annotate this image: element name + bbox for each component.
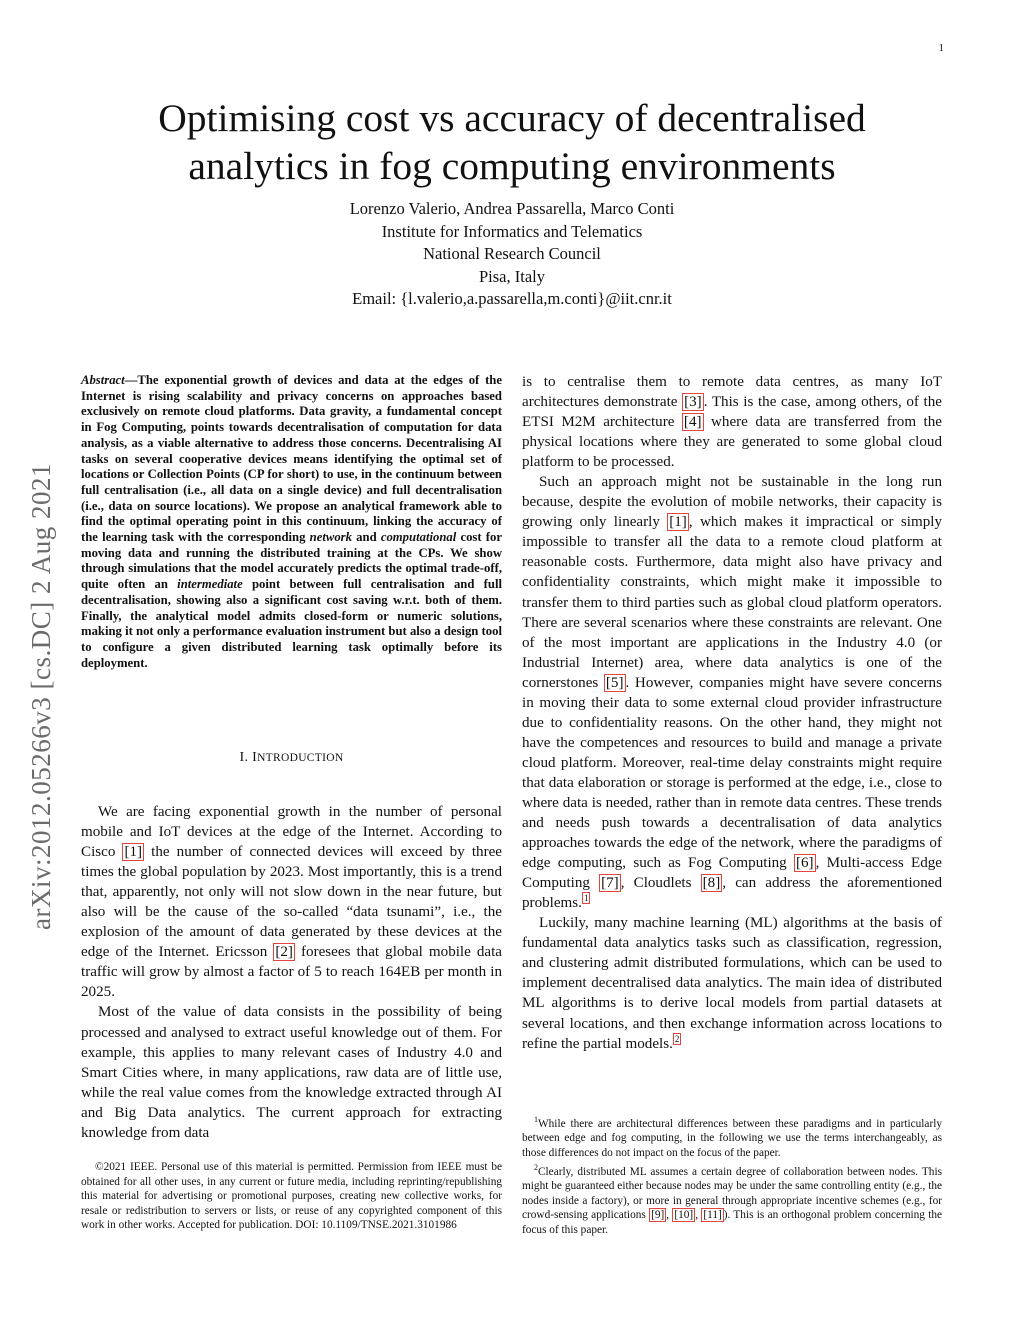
copyright-text: ©2021 IEEE. Personal use of this material is permitted. Permission from IEEE must be obtained for all other uses, in any current or future media, including reprinting/republishing this material for advertising or promotional purposes, creating new collective works, for resale or redistribution to servers or lists, or reuse of any copyrighted component of this work in other works. Accepted for publication. DOI: 10.1109/TNSE.2021.3101986 (81, 1161, 502, 1232)
abstract-label: Abstract (81, 373, 125, 387)
footnotes (522, 1113, 942, 1237)
paragraph-text: where data are transferred from the physical locations where they are generated to some global cloud platform to be processed. (522, 414, 942, 471)
author-location: Pisa, Italy (479, 266, 545, 286)
citation-link[interactable]: [2] (275, 944, 293, 961)
footnote-text: , (695, 1209, 702, 1222)
paragraph-text: foresees that global mobile data traffic will grow by almost a factor of 5 to reach 164EB per month in 2025. (81, 944, 502, 1001)
footnote-mark: 2 (534, 1162, 538, 1172)
author-names: Lorenzo Valerio, Andrea Passarella, Marco Conti (349, 199, 675, 218)
abstract-dash: — (124, 373, 138, 387)
abstract-text: point between full centralisation and full decentralisation, showing also a significant cost saving w.r.t. both of them. Finally, the analytical model admits closed-form or numeric solutions, making it not only a performance evaluation instrument but also a design tool to configure a given distributed learning task optimally before its deployment. (81, 577, 503, 670)
footnote-text: ). This is an orthogonal problem concerning the focus of this paper. (522, 1209, 943, 1236)
paragraph (522, 913, 942, 1053)
citation-link[interactable]: [8] (702, 875, 721, 892)
citation-link[interactable]: [6] (795, 855, 814, 872)
section-first-letter: I (252, 750, 258, 765)
author-email[interactable]: Email: {l.valerio,a.passarella,m.conti}@iit.cnr.it (352, 289, 672, 308)
citation-link[interactable]: [5] (605, 674, 624, 691)
abstract-emphasis: network (309, 530, 352, 545)
citation-link[interactable]: [4] (683, 414, 702, 431)
arxiv-identifier[interactable]: arXiv:2012.05266v3 [cs.DC] 2 Aug 2021 (26, 463, 56, 930)
copyright-notice (81, 1160, 502, 1233)
section-title-rest: NTRODUCTION (257, 752, 344, 764)
paragraph-text: . However, companies might have severe concerns in moving their data to some external cloud provider infrastructure due to confidentiality reasons. On the other hand, they might not have the competences and resources to build and manage a private cloud platform. Moreover, real-time delay constraints might require that data elaboration or storage is performed at the edge, i.e., close to where data is needed, rather than in remote data centres. These trends and needs push towards a decentralisation of data analytics approaches towards the edge of the network, where the paradigms of edge computing, such as Fog Computing (522, 674, 942, 872)
paragraph-text: , Multi-access Edge Computing (522, 855, 942, 892)
citation-link[interactable]: [1] (124, 844, 143, 861)
author-block (160, 198, 864, 311)
abstract-emphasis: computational (380, 530, 457, 545)
paragraph: Most of the value of data consists in the possibility of being processed and analysed to extract useful knowledge out of them. For example, this applies to many relevant cases of Industry 4.0 and Smart Cities where, in many applications, raw data are of little use, while the real value comes from the knowledge extracted through AI and Big Data analytics. The current approach for extracting knowledge from data (81, 1004, 502, 1141)
footnote-link[interactable]: 1 (583, 893, 589, 904)
footnote-text: Clearly, distributed ML assumes a certain degree of collaboration between nodes. This might be guaranteed either because nodes may be under the same controlling entity (e.g., the nodes inside a factory), or more in general through appropriate incentive schemes (e.g., for crowd-sensing applications (522, 1165, 942, 1222)
paragraph-text: Luckily, many machine learning (ML) algorithms at the basis of fundamental data analytics tasks such as classification, regression, and clustering admit distributed formulations, which can be used to implement decentralised data analytics. The main idea of distributed ML algorithms is to derive local models from partial datasets at several locations, and then exchange information across locations to refine the partial models. (522, 915, 942, 1052)
footnote-link[interactable]: 2 (674, 1033, 680, 1044)
paragraph (522, 472, 942, 913)
footnote (522, 1113, 942, 1161)
paragraph-text: , can address the aforementioned problems. (522, 875, 943, 912)
paragraph (522, 372, 942, 472)
footnote (522, 1161, 942, 1238)
section-heading-introduction (81, 750, 502, 766)
footnote-text: , (666, 1209, 673, 1222)
author-council: National Research Council (423, 244, 601, 263)
footnote-text: While there are architectural differences between these paradigms and in particularly between edge and fog computing, in the following we use the terms interchangeably, as those differences do not impact on the focus of the paper. (522, 1117, 942, 1159)
citation-link[interactable]: [9] (651, 1209, 665, 1222)
paragraph-text: is to centralise them to remote data centres, as many IoT architectures demonstrate (522, 374, 942, 411)
abstract-text: and (351, 530, 381, 545)
paragraph-text: , which makes it impractical or simply impossible to transfer all the data to a remote cloud platform at reasonable costs. Furthermore, data might also have privacy and confidentiality constraints, which might make it impossible to transfer them to third parties such as global cloud platform operators. There are several scenarios where these constraints are relevant. One of the most important are applications in the Industry 4.0 (or Industrial Internet) area, where data analytics is one of the cornerstones (522, 514, 942, 691)
citation-link[interactable]: [10] (674, 1209, 694, 1222)
footnote-mark: 1 (534, 1115, 538, 1124)
paragraph-text: Such an approach might not be sustainable in the long run because, despite the evolution of mobile networks, their capacity is growing only linearly (522, 474, 942, 531)
citation-link[interactable]: [3] (684, 394, 702, 411)
author-institute: Institute for Informatics and Telematics (381, 221, 643, 241)
right-column-body (522, 372, 942, 1054)
paragraph-text: We are facing exponential growth in the number of personal mobile and IoT devices at the edge of the Internet. According to Cisco (81, 804, 502, 861)
abstract (81, 373, 502, 671)
page-number: 1 (938, 42, 944, 54)
paragraph-text: the number of connected devices will exceed by three times the global population by 2023. Most importantly, this is a trend that, apparently, not only will not slow down in the near future, but also will be the cause of the so-called “data tsunami”, i.e., the explosion of the amount of data generated by these devices at the edge of the Internet. Ericsson (81, 844, 502, 961)
abstract-text: The exponential growth of devices and data at the edges of the Internet is rising scalability and privacy concerns on approaches based exclusively on remote cloud platforms. Data gravity, a fundamental concept in Fog Computing, points towards decentralisation of computation for data analysis, as a viable alternative to address those concerns. Decentralising AI tasks on several cooperative devices means identifying the optimal set of locations or Collection Points (CP for short) to use, in the continuum between full centralisation (i.e., all data on a single device) and full decentralisation (i.e., data on source locations). We propose an analytical framework able to find the optimal operating point in this continuum, linking the accuracy of the learning task with the corresponding (81, 373, 502, 545)
paragraph-text: . This is the case, among others, of the ETSI M2M architecture (522, 394, 942, 431)
introduction-body (81, 802, 502, 1143)
abstract-text: cost for moving data and running the distributed training at the CPs. We show through simulations that the model accurately predicts the optimal trade-off, quite often an (81, 530, 502, 592)
paragraph-text: , Cloudlets (620, 875, 701, 892)
abstract-emphasis: intermediate (177, 577, 243, 592)
paragraph (81, 802, 502, 1002)
citation-link[interactable]: [1] (669, 514, 687, 531)
paper-title: Optimising cost vs accuracy of decentralised analytics in fog computing environments (158, 96, 866, 188)
section-numeral: I. (239, 750, 253, 765)
citation-link[interactable]: [11] (703, 1209, 722, 1222)
citation-link[interactable]: [7] (601, 875, 619, 892)
